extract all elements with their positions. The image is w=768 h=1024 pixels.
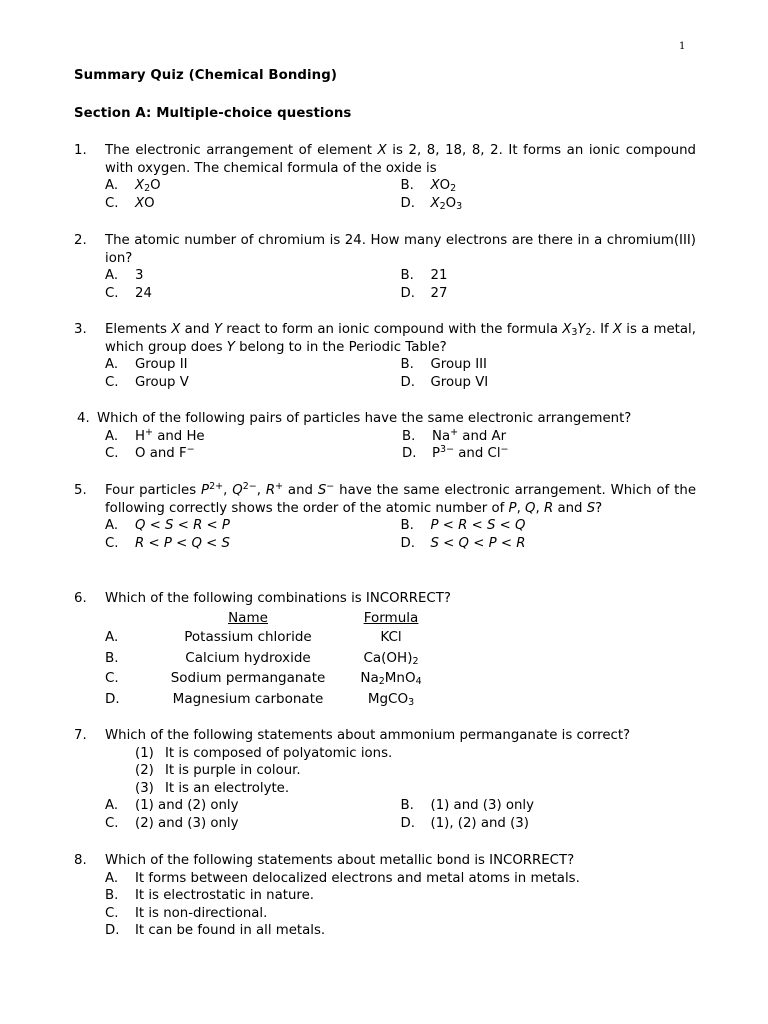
question-number: 3. (74, 322, 87, 337)
options (105, 177, 696, 212)
question-3 (74, 321, 696, 391)
options (105, 517, 696, 552)
option-a: A. H+ and He (105, 426, 205, 444)
question-6 (74, 590, 696, 710)
table-row: A. Potassium chloride KCl (105, 629, 402, 645)
table-row: B. Calcium hydroxide $Ca(OH)_2$ (105, 649, 419, 667)
option-b: B. It is electrostatic in nature. (105, 888, 314, 903)
option-d: D. S < Q < P < R (400, 535, 526, 551)
option-b: B. 21 (400, 268, 448, 283)
option-d: D. $P^{3-}$ and Cl− (402, 444, 509, 461)
option-c: C. (2) and (3) only (105, 815, 239, 831)
option-a: A. $X_2O$ (105, 178, 161, 194)
option-d: D. It can be found in all metals. (105, 923, 326, 938)
question-text: Elements X and Y react to form an ionic compound with the formula $X_3Y_2$. If X is a metal, which group does Y belong to in the Periodic Table? (105, 322, 696, 355)
option-c: C. It is non-directional. (105, 905, 268, 921)
option-b: B. $XO_2$ (400, 178, 457, 194)
option-d: D. (1), (2) and (3) (400, 815, 529, 831)
question-1 (74, 142, 696, 212)
option-b: B. Group III (400, 357, 487, 372)
option-a: A. Group II (105, 357, 188, 372)
question-number: 2. (74, 233, 87, 248)
option-d: D. $X_2O_3$ (400, 195, 463, 212)
statement: (2) It is purple in colour. (135, 763, 301, 778)
name-column-header: Name (228, 609, 268, 626)
question-7 (74, 727, 696, 832)
question-text: Four particles $P^{2+}$, $Q^{2-}$, R+ and S− have the same electronic arrangement. Which of the following correctly shows the order of the atomic number of P, Q, R and S? (105, 481, 696, 516)
question-text: The electronic arrangement of element X is 2, 8, 18, 8, 2. It forms an ionic compound with oxygen. The chemical formula of the oxide is (105, 143, 696, 176)
question-number: 1. (74, 143, 87, 158)
question-text: Which of the following statements about metallic bond is INCORRECT? (105, 853, 575, 868)
option-b: B. (1) and (3) only (400, 798, 534, 813)
option-a: A. Q < S < R < P (105, 518, 230, 533)
question-4 (77, 410, 699, 463)
question-number: 7. (74, 728, 87, 743)
option-c: C. XO (105, 195, 155, 211)
option-c: C. R < P < Q < S (105, 535, 230, 551)
document-title: Summary Quiz (Chemical Bonding) (74, 68, 338, 83)
option-d: D. Group VI (400, 374, 489, 390)
table-row: D. Magnesium carbonate MgCO$_3$ (105, 690, 415, 708)
statement: (1) It is composed of polyatomic ions. (135, 745, 393, 761)
option-d: D. 27 (400, 285, 448, 301)
question-text: Which of the following pairs of particles have the same electronic arrangement? (97, 411, 632, 426)
option-c: C. 24 (105, 285, 152, 301)
question-number: 8. (74, 853, 87, 868)
question-text: The atomic number of chromium is 24. How many electrons are there in a chromium(III) ion? (105, 233, 696, 266)
formula-column-header: Formula (363, 609, 419, 626)
question-text: Which of the following combinations is INCORRECT? (105, 591, 451, 606)
options (105, 267, 696, 302)
option-c: C. O and F− (105, 444, 195, 461)
options (105, 356, 696, 391)
question-text: Which of the following statements about ammonium permanganate is correct? (105, 728, 631, 743)
question-5 (74, 482, 696, 552)
options (105, 797, 696, 832)
statement: (3) It is an electrolyte. (135, 780, 290, 796)
question-8 (74, 852, 696, 940)
option-a: A. 3 (105, 268, 144, 283)
table-row: C. Sodium permanganate $Na_2MnO_4$ (105, 670, 422, 687)
name-formula-table (105, 610, 696, 710)
options (105, 870, 696, 940)
section-heading: Section A: Multiple-choice questions (74, 106, 352, 121)
option-c: C. Group V (105, 374, 189, 390)
question-number: 4. (77, 411, 90, 426)
question-2 (74, 232, 696, 302)
option-b: B. P < R < S < Q (400, 518, 526, 533)
options (105, 428, 699, 463)
option-b: B. Na+ and Ar (402, 426, 507, 444)
option-a: A. (1) and (2) only (105, 798, 239, 813)
option-a: A. It forms between delocalized electrons and metal atoms in metals. (105, 870, 580, 886)
page-number: 1 (679, 41, 686, 52)
question-number: 5. (74, 483, 87, 498)
statement-list (135, 745, 696, 798)
question-number: 6. (74, 591, 87, 606)
